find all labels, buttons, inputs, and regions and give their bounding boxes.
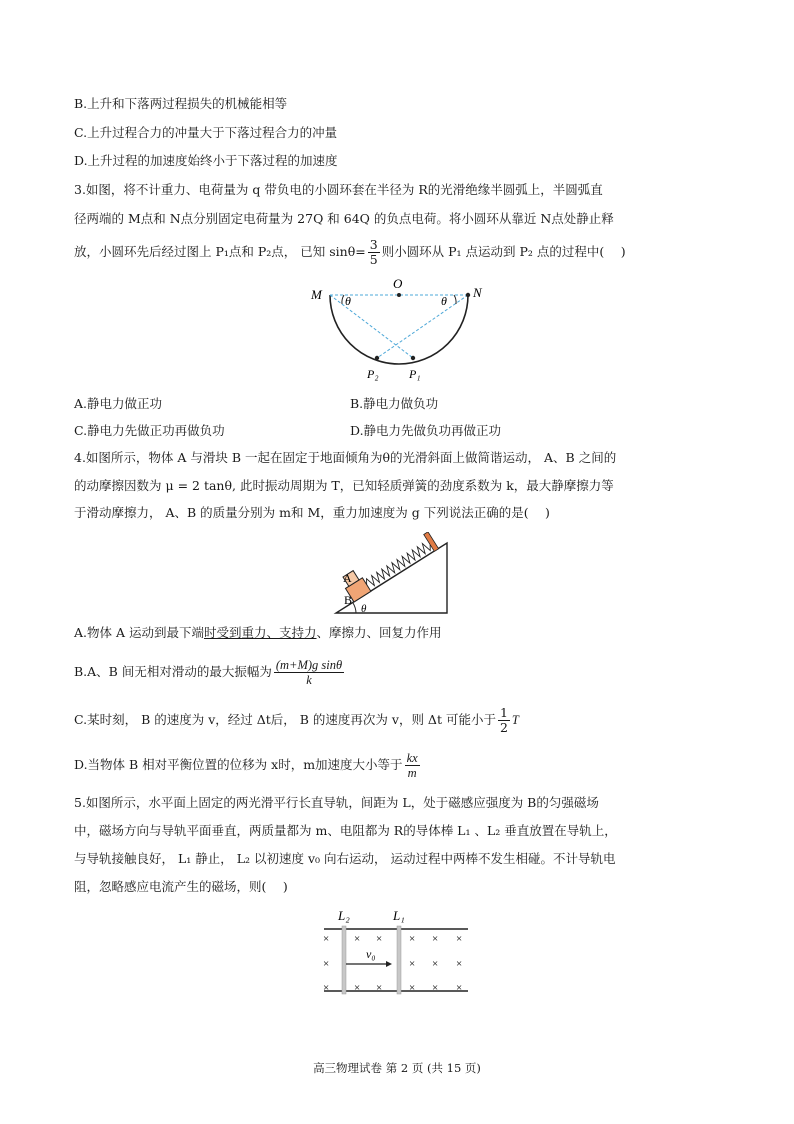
q5-cross: × [323, 958, 330, 970]
q4-label-b: B [344, 593, 353, 607]
q5-cross: × [409, 933, 416, 945]
q4-option-d-den: m [407, 766, 417, 780]
q3-label-n: N [473, 285, 482, 300]
q3-stem-line2: 径两端的 M点和 N点分别固定电荷量为 27Q 和 64Q 的负点电荷。将小圆环从靠近 N点处静止释 [74, 211, 614, 226]
q3-stem-line3-a: 放，小圆环先后经过图上 P₁点和 P₂点， 已知 sinθ= [74, 244, 366, 259]
q5-label-v0: v₀ [366, 947, 376, 961]
q5-cross: × [456, 933, 463, 945]
q5-cross: × [354, 933, 361, 945]
q3-point-p1 [411, 356, 415, 360]
q3-stem-line1: 3.如图，将不计重力、电荷量为 q 带负电的小圆环套在半径为 R的光滑绝缘半圆弧上，半圆弧直 [74, 182, 603, 197]
q3-label-theta-m: θ [345, 294, 351, 308]
q4-stem-line1: 4.如图所示，物体 A 与滑块 B 一起在固定于地面倾角为θ的光滑斜面上做简谐运动， A、B 之间的 [74, 450, 617, 465]
q4-option-c-den: 2 [499, 720, 508, 735]
q5-cross: × [376, 933, 383, 945]
q3-sin-fraction [368, 238, 380, 267]
q4-option-c-t: T [511, 713, 519, 727]
q5-stem-line1: 5.如图所示，水平面上固定的两光滑平行长直导轨，间距为 L，处于磁感应强度为 B的匀强磁场 [74, 795, 599, 810]
q5-cross: × [456, 958, 463, 970]
q5-cross: × [432, 958, 439, 970]
q3-option-a: A.静电力做正功 [74, 396, 163, 411]
q4-option-a-underlined: 时受到重力、支持力 [203, 625, 317, 640]
q4-stem-line2: 的动摩擦因数为 μ = 2 tanθ, 此时振动周期为 T，已知轻质弹簧的劲度系数为 k，最大静摩擦力等 [74, 478, 614, 493]
q3-label-theta-n: θ [441, 294, 447, 308]
q4-option-b-pre: B.A、B 间无相对滑动的最大振幅为 [74, 664, 272, 679]
q4-option-b-num: (m+M)g sinθ [275, 658, 343, 672]
q4-wall-stop [424, 532, 439, 551]
q5-cross: × [432, 933, 439, 945]
q4-option-a-post: 、摩擦力、回复力作用 [316, 625, 442, 640]
q4-incline-figure [330, 532, 460, 617]
q4-label-a: A [343, 571, 352, 585]
q3-label-m: M [311, 287, 322, 302]
q4-option-a-pre: A.物体 A 运动到最下端 [74, 625, 204, 640]
page-footer: 高三物理试卷 第 2 页 (共 15 页) [313, 1061, 481, 1075]
prev-option-b: B.上升和下落两过程损失的机械能相等 [74, 96, 288, 111]
q3-point-n [466, 293, 470, 297]
prev-option-d: D.上升过程的加速度始终小于下落过程的加速度 [74, 153, 338, 168]
q5-cross: × [323, 982, 330, 994]
q3-frac-den: 5 [369, 252, 378, 267]
q5-cross: × [354, 982, 361, 994]
q3-frac-num: 3 [369, 237, 378, 252]
q3-angle-arc-m [342, 295, 344, 304]
q5-rod-l2 [342, 926, 346, 994]
q5-cross: × [456, 982, 463, 994]
q4-option-c-pre: C.某时刻， B 的速度为 v，经过 Δt后， B 的速度再次为 v，则 Δt 可能小于 [74, 712, 496, 727]
q4-option-d-num: kx [406, 751, 418, 765]
q4-option-c-fraction [498, 706, 510, 735]
q3-stem-line3-b: 则小圆环从 P₁ 点运动到 P₂ 点的过程中( ) [381, 244, 626, 259]
q3-point-p2 [375, 356, 379, 360]
q5-cross: × [432, 982, 439, 994]
q3-angle-arc-n [454, 295, 456, 304]
q4-option-a [74, 623, 442, 643]
q5-stem-line3: 与导轨接触良好， L₁ 静止， L₂ 以初速度 v₀ 向右运动， 运动过程中两棒不发生相碰。不计导轨电 [74, 851, 616, 866]
q4-option-d [74, 748, 422, 782]
q5-cross: × [409, 982, 416, 994]
q5-cross: × [409, 958, 416, 970]
prev-option-c: C.上升过程合力的冲量大于下落过程合力的冲量 [74, 125, 338, 140]
q5-arrow-head [386, 961, 392, 967]
q3-label-o: O [393, 276, 403, 291]
q3-line-n-p2 [377, 295, 468, 358]
q4-stem-line3: 于滑动摩擦力， A、B 的质量分别为 m和 M，重力加速度为 g 下列说法正确的是( ) [74, 505, 550, 520]
q4-option-d-pre: D.当物体 B 相对平衡位置的位移为 x时，m加速度大小等于 [74, 757, 403, 772]
q3-semicircle-figure [305, 272, 495, 387]
q4-option-b [74, 655, 346, 689]
q3-point-o [397, 293, 401, 297]
q4-option-b-fraction [274, 658, 344, 687]
q3-label-p1: P₁ [409, 367, 421, 381]
q5-rod-l1 [397, 926, 401, 994]
q5-label-l2: L₂ [338, 908, 350, 923]
q4-option-b-den: k [306, 673, 312, 687]
q5-cross: × [376, 982, 383, 994]
q5-label-l1: L₁ [393, 908, 405, 923]
q3-option-b: B.静电力做负功 [350, 396, 439, 411]
q5-stem-line4: 阻，忽略感应电流产生的磁场，则( ) [74, 879, 288, 894]
q3-label-p2: P₂ [367, 367, 379, 381]
q4-option-d-fraction [405, 751, 420, 780]
q5-rails-figure [318, 905, 478, 1000]
q4-option-c [74, 703, 519, 737]
q5-stem-line2: 中，磁场方向与导轨平面垂直，两质量都为 m、电阻都为 R的导体棒 L₁ 、L₂ 垂直放置在导轨上， [74, 823, 617, 838]
q5-cross: × [323, 933, 330, 945]
q3-stem-line3 [74, 238, 626, 267]
q3-line-m-p1 [330, 295, 413, 358]
q4-option-c-num: 1 [499, 705, 508, 720]
q3-option-c: C.静电力先做正功再做负功 [74, 423, 225, 438]
q3-option-d: D.静电力先做负功再做正功 [350, 423, 502, 438]
q4-label-theta: θ [361, 603, 367, 615]
